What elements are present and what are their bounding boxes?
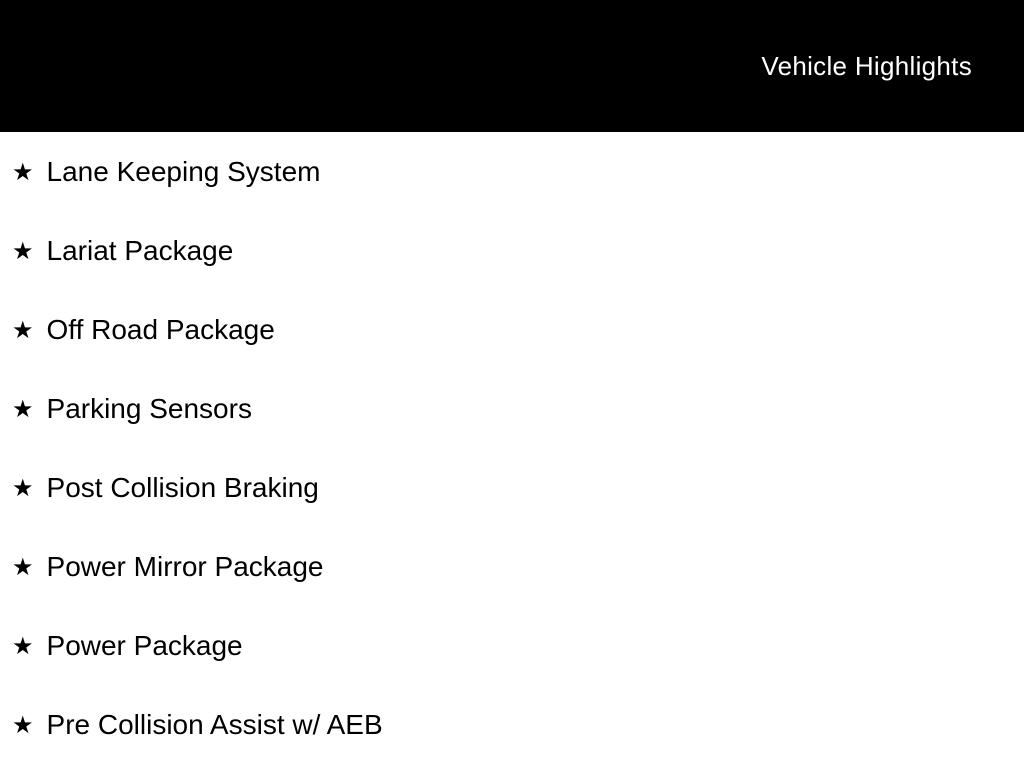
header-bar	[0, 0, 1024, 132]
star-icon: ★	[12, 236, 34, 265]
star-icon: ★	[12, 157, 34, 186]
highlight-label: Parking Sensors	[46, 393, 252, 424]
highlight-label: Post Collision Braking	[46, 472, 319, 503]
highlight-label: Lariat Package	[46, 235, 234, 266]
highlight-label: Pre Collision Assist w/ AEB	[46, 709, 383, 740]
list-item	[12, 313, 1024, 346]
list-item	[12, 471, 1024, 504]
highlight-label: Power Package	[46, 630, 243, 661]
list-item	[12, 155, 1024, 188]
list-item	[12, 550, 1024, 583]
star-icon: ★	[12, 473, 34, 502]
star-icon: ★	[12, 710, 34, 739]
star-icon: ★	[12, 315, 34, 344]
list-item	[12, 392, 1024, 425]
star-icon: ★	[12, 552, 34, 581]
highlight-label: Lane Keeping System	[46, 156, 321, 187]
highlight-label: Power Mirror Package	[46, 551, 324, 582]
highlight-label: Off Road Package	[46, 314, 275, 345]
page-title: Vehicle Highlights	[761, 50, 972, 81]
list-item	[12, 234, 1024, 267]
star-icon: ★	[12, 631, 34, 660]
list-item	[12, 629, 1024, 662]
vehicle-highlights-list	[0, 132, 1024, 741]
star-icon: ★	[12, 394, 34, 423]
list-item	[12, 708, 1024, 741]
